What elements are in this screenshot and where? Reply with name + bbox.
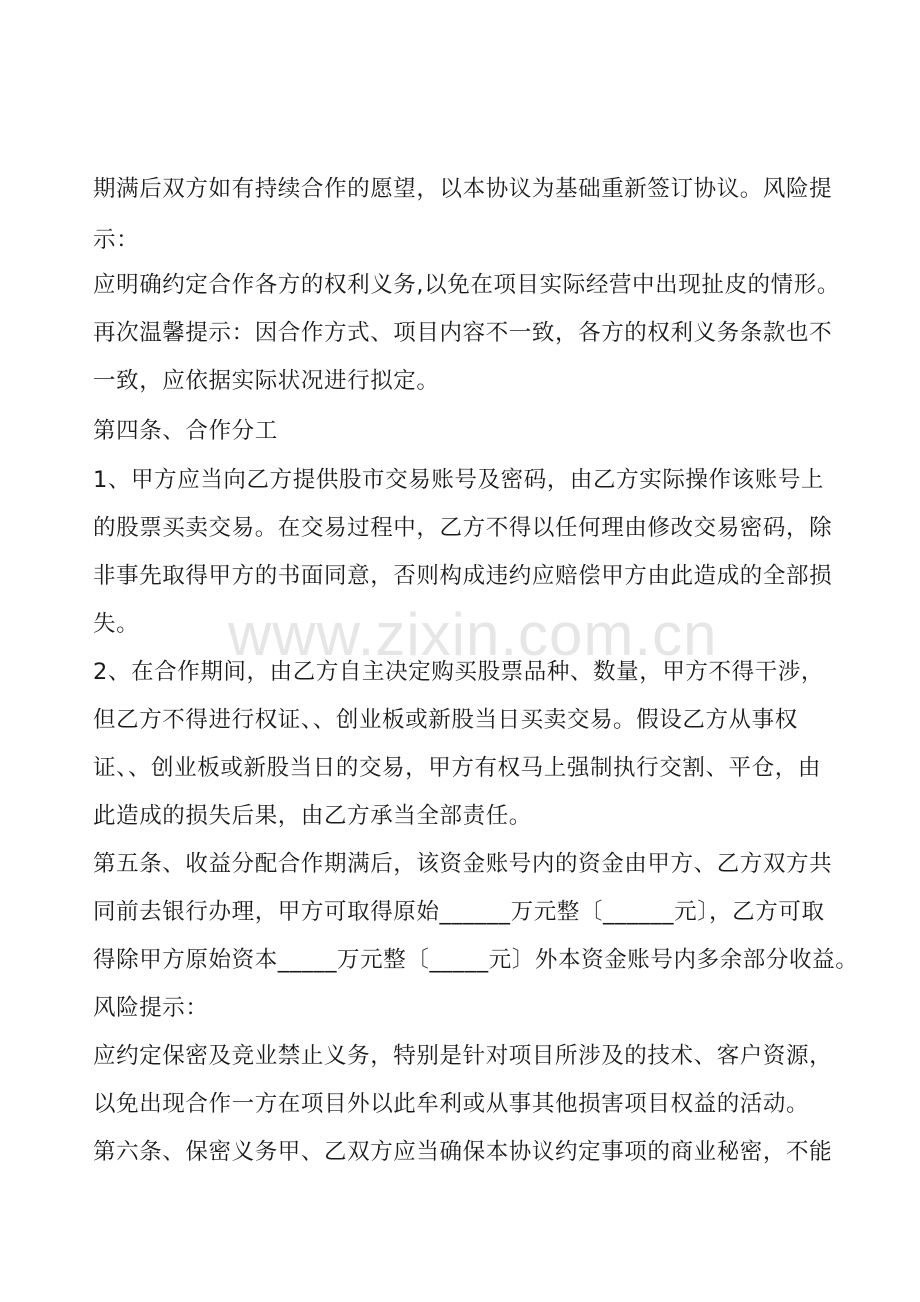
text-line: 证、、创业板或新股当日的交易，甲方有权马上强制执行交割、平仓，由 [93, 755, 821, 781]
text-line: 第六条、保密义务甲、乙双方应当确保本协议约定事项的商业秘密，不能 [93, 1139, 833, 1165]
text-line: 应明确约定合作各方的权利义务,以免在项目实际经营中出现扯皮的情形。 [93, 272, 840, 298]
text-line: 风险提示： [93, 995, 209, 1021]
text-line: 以免出现合作一方在项目外以此牟利或从事其他损害项目权益的活动。 [93, 1091, 810, 1117]
text-line: 但乙方不得进行权证、、创业板或新股当日买卖交易。假设乙方从事权 [93, 707, 798, 733]
watermark: www.zixin.com.cn [228, 601, 718, 668]
text-line: 失。 [93, 611, 140, 637]
text-line: 非事先取得甲方的书面同意，否则构成违约应赔偿甲方由此造成的全部损 [93, 563, 833, 589]
text-line: 第五条、收益分配合作期满后，该资金账号内的资金由甲方、乙方双方共 [93, 851, 833, 877]
text-line: 再次温馨提示：因合作方式、项目内容不一致，各方的权利义务条款也不 [93, 320, 833, 346]
text-line: 2、在合作期间，由乙方自主决定购买股票品种、数量，甲方不得干涉， [93, 659, 825, 685]
text-line: 示： [93, 227, 140, 253]
text-line: 期满后双方如有持续合作的愿望，以本协议为基础重新签订协议。风险提 [93, 176, 833, 202]
text-line: 的股票买卖交易。在交易过程中，乙方不得以任何理由修改交易密码，除 [93, 515, 833, 541]
text-line: 一致，应依据实际状况进行拟定。 [93, 368, 440, 394]
text-line: 得除甲方原始资本_____万元整〔_____元〕外本资金账号内多余部分收益。 [93, 947, 859, 973]
text-line: 1、甲方应当向乙方提供股市交易账号及密码，由乙方实际操作该账号上 [93, 467, 825, 493]
section-heading: 第四条、合作分工 [93, 418, 278, 444]
text-line: 此造成的损失后果，由乙方承当全部责任。 [93, 803, 532, 829]
text-line: 同前去银行办理，甲方可取得原始______万元整〔______元〕，乙方可取 [93, 899, 825, 925]
text-line: 应约定保密及竞业禁止义务，特别是针对项目所涉及的技术、客户资源， [93, 1043, 833, 1069]
